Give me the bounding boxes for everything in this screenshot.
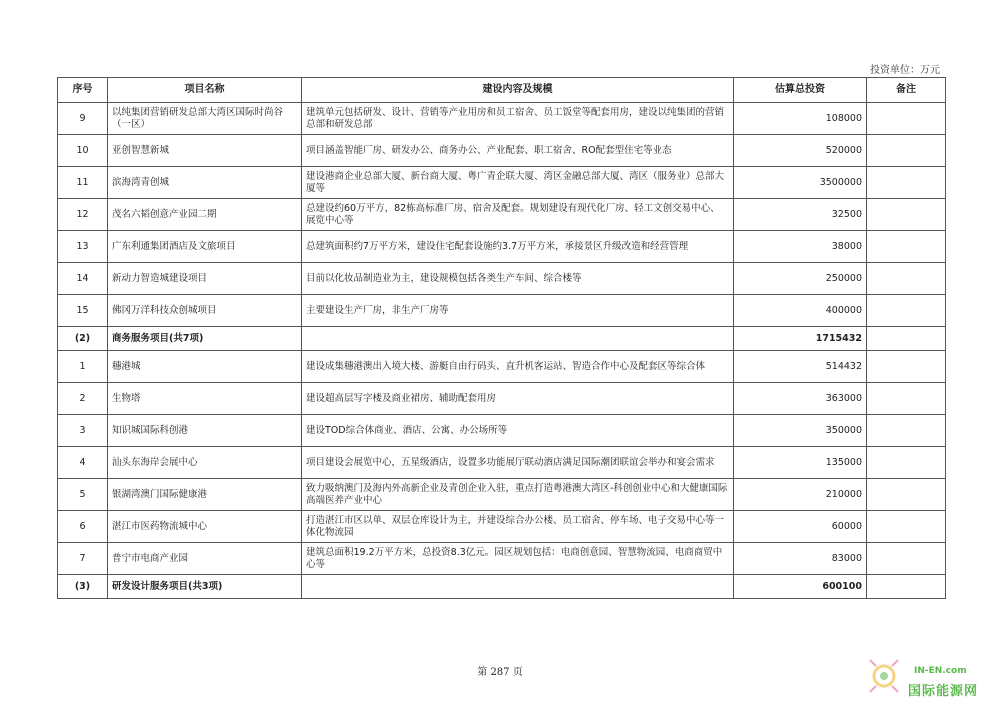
- cell-remark: [867, 103, 946, 135]
- cell-no: 11: [58, 167, 108, 199]
- cell-remark: [867, 135, 946, 167]
- cell-no: 1: [58, 351, 108, 383]
- cell-content: 目前以化妆品制造业为主，建设规模包括各类生产车间、综合楼等: [302, 263, 734, 295]
- cell-name: 研发设计服务项目(共3项): [108, 575, 302, 599]
- cell-investment: 210000: [734, 479, 867, 511]
- cell-name: 以纯集团营销研发总部大湾区国际时尚谷（一区）: [108, 103, 302, 135]
- cell-no: (2): [58, 327, 108, 351]
- cell-investment: 250000: [734, 263, 867, 295]
- cell-investment: 363000: [734, 383, 867, 415]
- cell-investment: 3500000: [734, 167, 867, 199]
- investment-unit-label: 投资单位：万元: [870, 65, 940, 76]
- cell-investment: 350000: [734, 415, 867, 447]
- header-remark: 备注: [867, 78, 946, 103]
- cell-remark: [867, 199, 946, 231]
- cell-name: 滨海湾青创城: [108, 167, 302, 199]
- cell-content: 建筑单元包括研发、设计、营销等产业用房和员工宿舍、员工饭堂等配套用房，建设以纯集团的营销总部和研发总部: [302, 103, 734, 135]
- cell-investment: 400000: [734, 295, 867, 327]
- cell-remark: [867, 327, 946, 351]
- cell-content: 总建筑面积约7万平方米，建设住宅配套设施约3.7万平方米，承接景区升级改造和经营管理: [302, 231, 734, 263]
- cell-investment: 83000: [734, 543, 867, 575]
- cell-no: 9: [58, 103, 108, 135]
- project-table: [57, 77, 946, 599]
- cell-name: 茂名六韬创意产业园二期: [108, 199, 302, 231]
- cell-remark: [867, 479, 946, 511]
- cell-remark: [867, 447, 946, 479]
- cell-remark: [867, 575, 946, 599]
- cell-remark: [867, 351, 946, 383]
- cell-investment: 38000: [734, 231, 867, 263]
- table-row: [58, 135, 946, 167]
- cell-remark: [867, 383, 946, 415]
- table-row: [58, 543, 946, 575]
- table-row: [58, 447, 946, 479]
- section-row: [58, 575, 946, 599]
- cell-name: 湛江市医药物流城中心: [108, 511, 302, 543]
- section-row: [58, 327, 946, 351]
- cell-content: 项目建设会展览中心，五星级酒店，设置多功能展厅联动酒店满足国际潮团联谊会举办和宴会需求: [302, 447, 734, 479]
- cell-investment: 108000: [734, 103, 867, 135]
- cell-no: 14: [58, 263, 108, 295]
- cell-remark: [867, 231, 946, 263]
- cell-name: 新动力智造城建设项目: [108, 263, 302, 295]
- cell-content: 总建设约60万平方，82栋高标准厂房、宿舍及配套。规划建设有现代化厂房、轻工文创交易中心、展览中心等: [302, 199, 734, 231]
- cell-no: 10: [58, 135, 108, 167]
- cell-investment: 1715432: [734, 327, 867, 351]
- cell-no: (3): [58, 575, 108, 599]
- cell-remark: [867, 295, 946, 327]
- watermark-cn: 国际能源网: [908, 684, 979, 699]
- table-row: [58, 351, 946, 383]
- cell-no: 12: [58, 199, 108, 231]
- table-row: [58, 167, 946, 199]
- cell-content: 建筑总面积19.2万平方米，总投资8.3亿元。园区规划包括：电商创意园、智慧物流园、电商商贸中心等: [302, 543, 734, 575]
- cell-no: 13: [58, 231, 108, 263]
- header-no: 序号: [58, 78, 108, 103]
- cell-remark: [867, 415, 946, 447]
- cell-name: 亚创智慧新城: [108, 135, 302, 167]
- cell-name: 商务服务项目(共7项): [108, 327, 302, 351]
- table-row: [58, 479, 946, 511]
- table-row: [58, 263, 946, 295]
- table-row: [58, 231, 946, 263]
- cell-name: 银湖湾澳门国际健康港: [108, 479, 302, 511]
- cell-investment: 135000: [734, 447, 867, 479]
- cell-investment: 520000: [734, 135, 867, 167]
- cell-content: 建设超高层写字楼及商业裙房、辅助配套用房: [302, 383, 734, 415]
- table-row: [58, 103, 946, 135]
- cell-no: 7: [58, 543, 108, 575]
- cell-investment: 32500: [734, 199, 867, 231]
- cell-name: 汕头东海岸会展中心: [108, 447, 302, 479]
- cell-remark: [867, 543, 946, 575]
- cell-remark: [867, 511, 946, 543]
- table-row: [58, 199, 946, 231]
- cell-name: 广东利通集团酒店及文旅项目: [108, 231, 302, 263]
- cell-investment: 600100: [734, 575, 867, 599]
- table-row: [58, 511, 946, 543]
- table-row: [58, 295, 946, 327]
- cell-content: 主要建设生产厂房，非生产厂房等: [302, 295, 734, 327]
- cell-name: 知识城国际科创港: [108, 415, 302, 447]
- header-content: 建设内容及规模: [302, 78, 734, 103]
- cell-content: 建设成集穗港澳出入境大楼、游艇自由行码头、直升机客运站、智造合作中心及配套区等综合体: [302, 351, 734, 383]
- table-row: [58, 383, 946, 415]
- cell-name: 生物塔: [108, 383, 302, 415]
- cell-name: 佛冈万洋科技众创城项目: [108, 295, 302, 327]
- watermark-en: IN-EN.com: [914, 666, 967, 676]
- cell-content: 打造湛江市区以单、双层仓库设计为主，并建设综合办公楼、员工宿舍、停车场、电子交易中心等一体化物流园: [302, 511, 734, 543]
- cell-no: 4: [58, 447, 108, 479]
- page-number: 第 287 页: [477, 667, 523, 678]
- cell-name: 普宁市电商产业园: [108, 543, 302, 575]
- header-investment: 估算总投资: [734, 78, 867, 103]
- cell-investment: 514432: [734, 351, 867, 383]
- cell-content: 建设港商企业总部大厦、新台商大厦、粤广青企联大厦、湾区金融总部大厦、湾区（服务业）总部大厦等: [302, 167, 734, 199]
- cell-no: 15: [58, 295, 108, 327]
- cell-content: [302, 575, 734, 599]
- cell-content: 项目涵盖智能厂房、研发办公、商务办公、产业配套、职工宿舍、RO配套型住宅等业态: [302, 135, 734, 167]
- header-name: 项目名称: [108, 78, 302, 103]
- cell-no: 6: [58, 511, 108, 543]
- cell-no: 5: [58, 479, 108, 511]
- cell-no: 2: [58, 383, 108, 415]
- cell-remark: [867, 167, 946, 199]
- cell-name: 穗港城: [108, 351, 302, 383]
- table-header-row: [58, 78, 946, 103]
- cell-content: [302, 327, 734, 351]
- cell-content: 建设TOD综合体商业、酒店、公寓、办公场所等: [302, 415, 734, 447]
- cell-no: 3: [58, 415, 108, 447]
- table-row: [58, 415, 946, 447]
- cell-remark: [867, 263, 946, 295]
- cell-content: 致力吸纳澳门及海内外高新企业及青创企业入驻，重点打造粤港澳大湾区-科创创业中心和大健康国际高端医养产业中心: [302, 479, 734, 511]
- cell-investment: 60000: [734, 511, 867, 543]
